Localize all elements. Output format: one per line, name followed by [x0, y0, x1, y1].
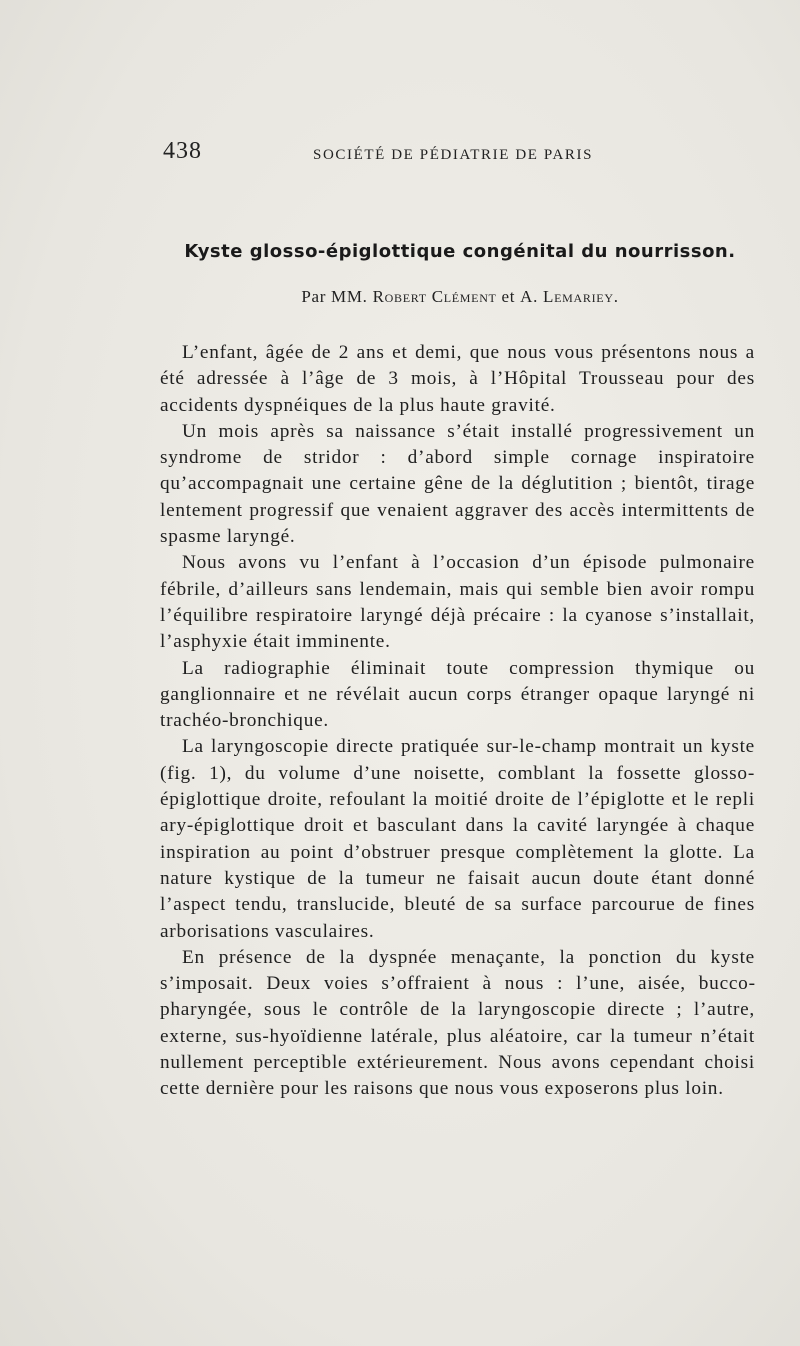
body-paragraph: Nous avons vu l’enfant à l’occasion d’un épisode pulmonaire fébrile, d’ailleurs sans lendemain, mais qui semble bien avoir rompu l’équilibre respiratoire laryngé déjà précaire : la cyanose s’installait, l’asphyxie était imminente. [160, 552, 755, 653]
author-2: A. Lemariey [520, 287, 614, 306]
article-body [160, 340, 755, 1103]
authors-suffix: . [613, 287, 619, 306]
body-paragraph: En présence de la dyspnée menaçante, la ponction du kyste s’imposait. Deux voies s’offraient à nous : l’une, aisée, buccopharyngée, sous le contrôle de la laryngoscopie directe ; l’autre, externe, sus-hyoïdienne latérale, plus aléatoire, car la tumeur n’était nullement perceptible extérieurement. Nous avons cependant choisi cette dernière pour les raisons que nous vous exposerons plus loin. [160, 946, 755, 1100]
article-authors [160, 287, 760, 307]
article-title: Kyste glosso-épiglottique congénital du nourrisson. [184, 241, 736, 262]
page-header [163, 138, 753, 174]
authors-conjunction: et [496, 287, 521, 306]
page-number: 438 [163, 138, 202, 164]
body-paragraph: Un mois après sa naissance s’était installé progressivement un syndrome de stridor : d’abord simple cornage inspiratoire qu’accompagnait une certaine gêne de la déglutition ; bientôt, tirage lentement progressif que venaient aggraver des accès intermittents de spasme laryngé. [160, 420, 755, 548]
author-1: Robert Clément [372, 287, 497, 306]
body-paragraph: L’enfant, âgée de 2 ans et demi, que nous vous présentons nous a été adressée à l’âge de 3 mois, à l’Hôpital Trousseau pour des accidents dyspnéiques de la plus haute gravité. [160, 342, 755, 416]
running-head: SOCIÉTÉ DE PÉDIATRIE DE PARIS [313, 147, 594, 163]
body-paragraph: La radiographie éliminait toute compression thymique ou ganglionnaire et ne révélait aucun corps étranger opaque laryngé ni trachéo-bronchique. [160, 657, 755, 732]
authors-prefix: Par MM. [301, 287, 373, 306]
body-paragraph: La laryngoscopie directe pratiquée sur-le-champ montrait un kyste (fig. 1), du volume d’une noisette, comblant la fossette glosso-épiglottique droite, refoulant la moitié droite de l’épiglotte et le repli ary-épiglottique droit et basculant dans la cavité laryngée à chaque inspiration au point d’obstruer presque complètement la glotte. La nature kystique de la tumeur ne faisait aucun doute étant donné l’aspect tendu, translucide, bleuté de sa surface parcourue de fines arborisations vasculaires. [160, 736, 755, 942]
